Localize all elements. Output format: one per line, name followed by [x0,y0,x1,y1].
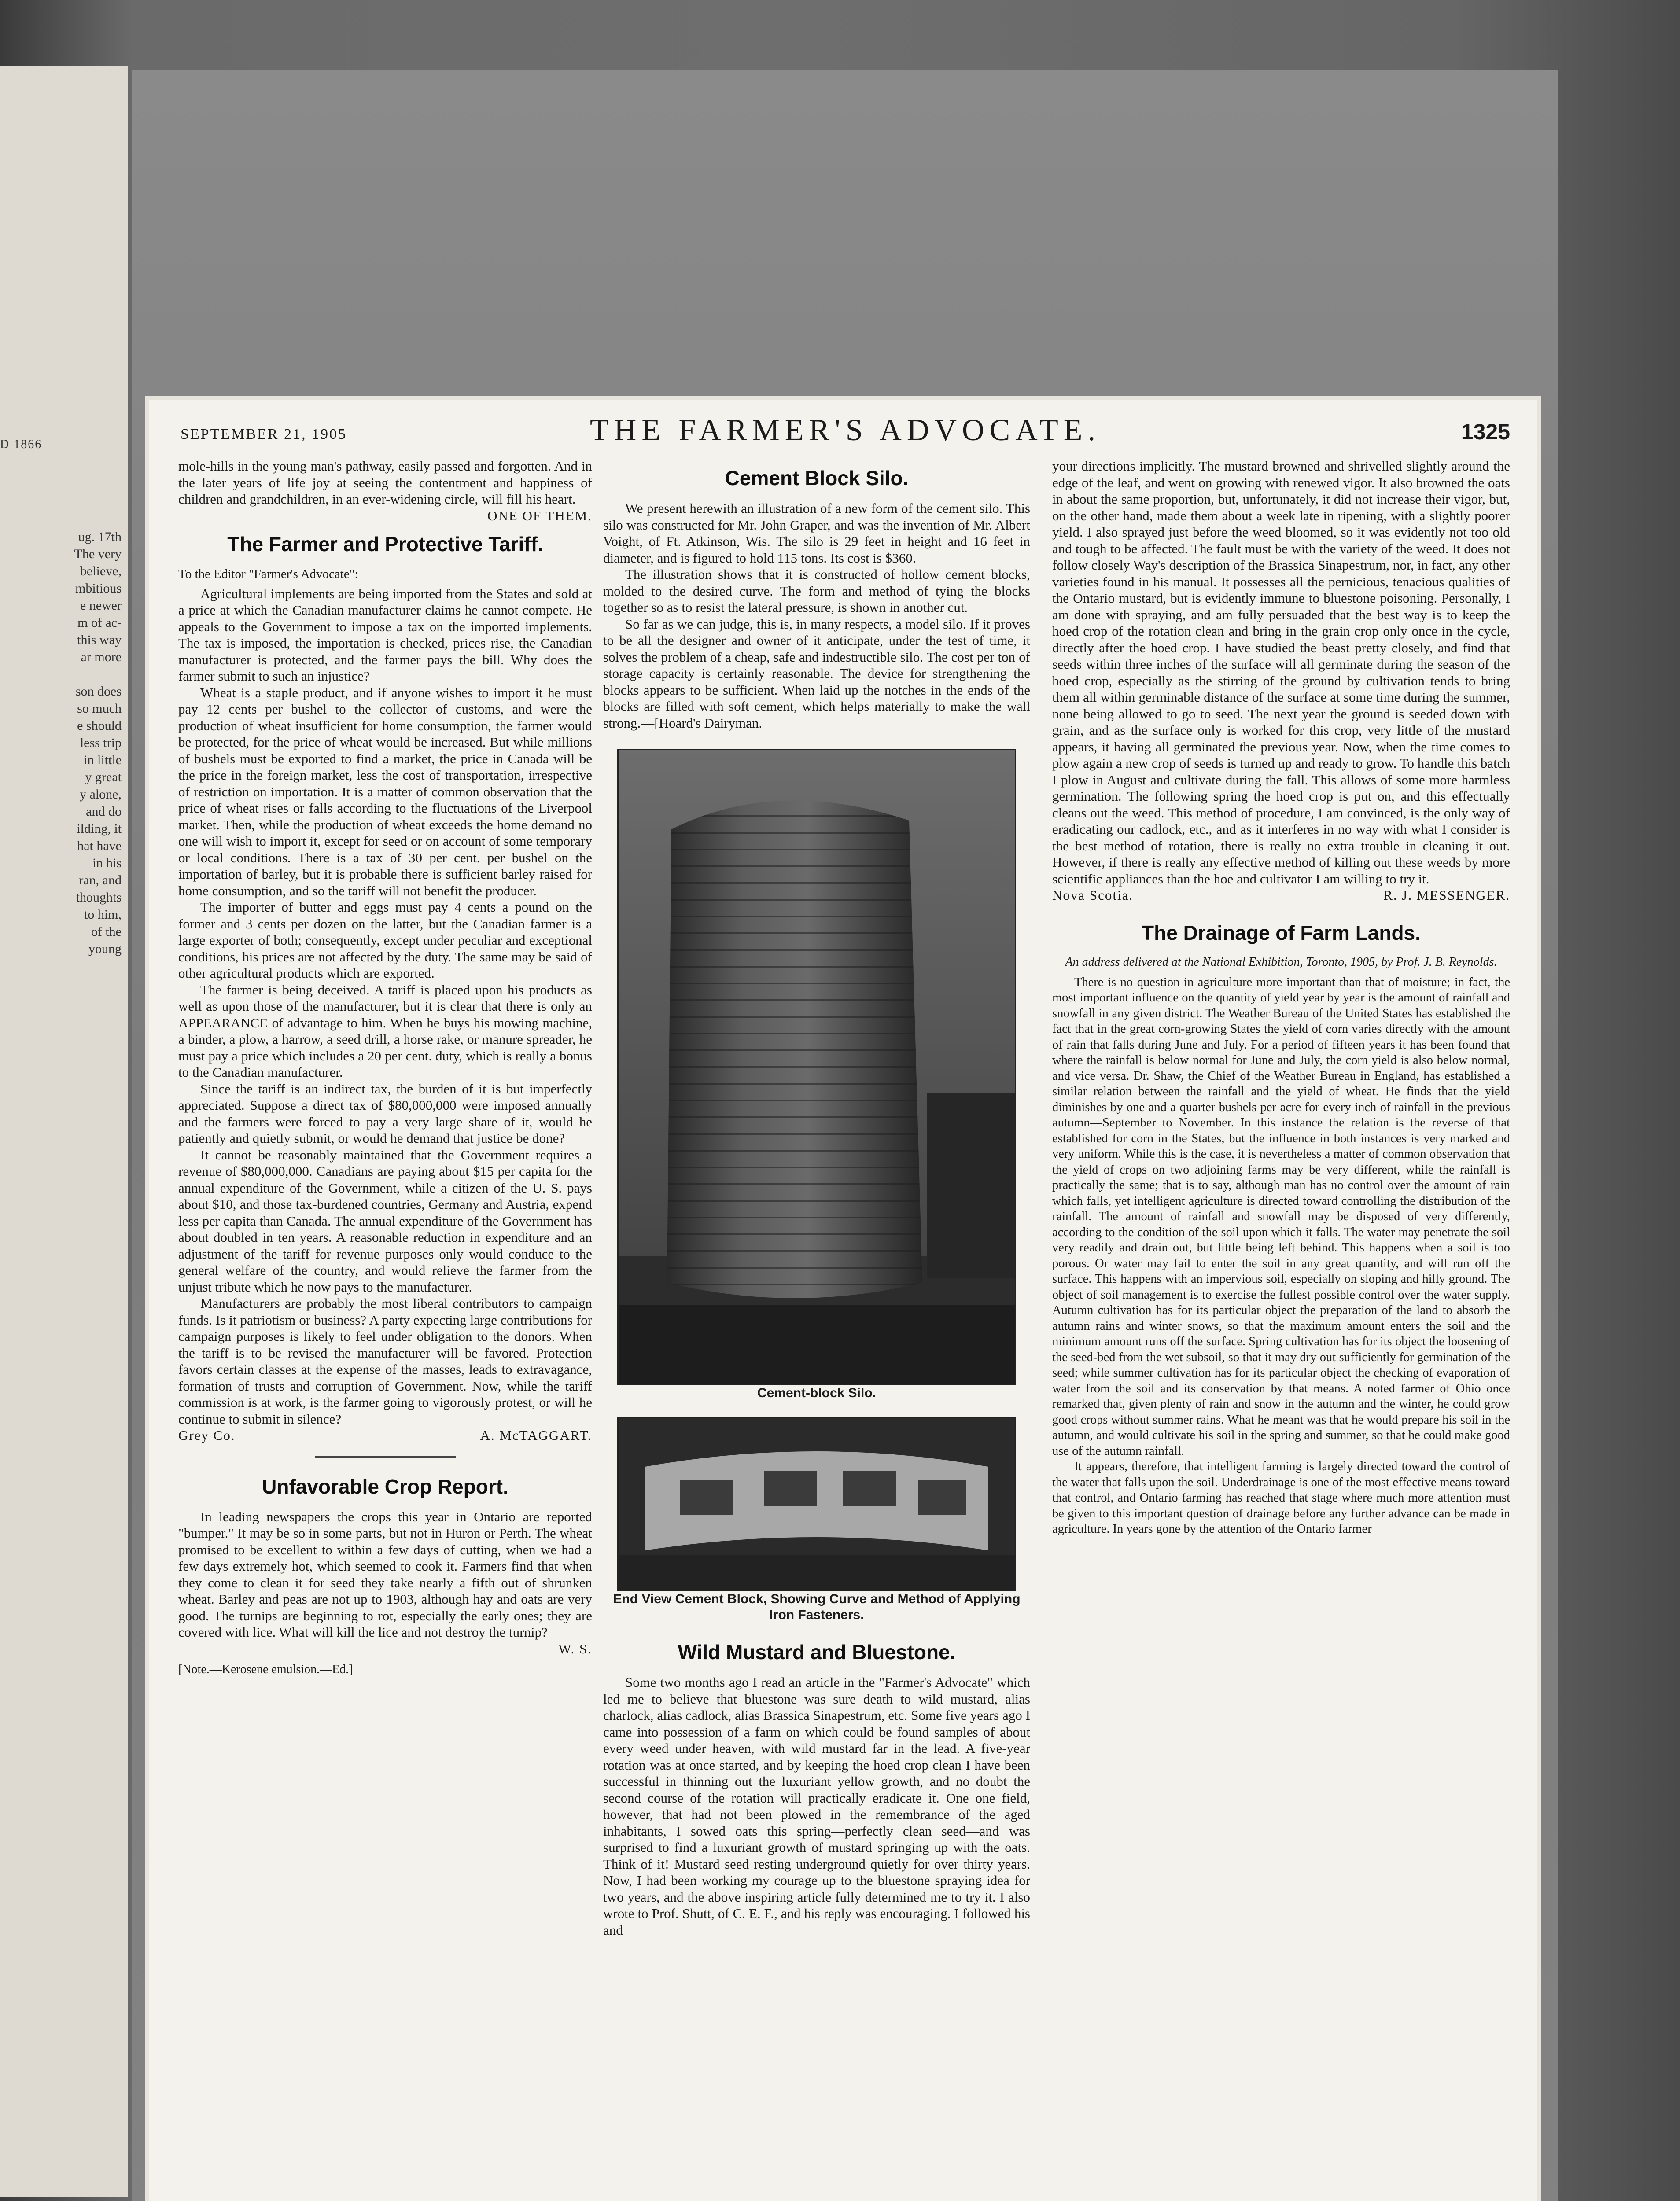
mustard-signature [1052,887,1510,904]
previous-page-edge [0,66,128,2197]
article-title-crop: Unfavorable Crop Report. [262,1475,508,1498]
mustard-continuation: your directions implicitly. The mustard browned and shrivelled slightly around the edge of the leaf, and went on growing with renewed vigor. It also browned the oats in about the same proportion, but, unfortunately, it did not increase their vigor, but, on the other hand, made them about a week late in ripening, with a slightly poorer yield. I also sprayed just before the weed bloomed, so it was evidently not too old and tough to be affected. The fault must be with the variety of the weed. It does not follow closely Way's description of the Brassica Sinapestrum, nor, in fact, any other varieties found in his manual. It possesses all the pernicious, tenacious qualities of the Ontario mustard, but is evidently immune to bluestone poisoning. Personally, I am done with spraying, and am fully persuaded that the best way is to keep the hoed crop of the rotation clean and bring in the grain crop only once in the cycle, directly after the hoed crop. I have studied the beast pretty closely, and find that seeds within three inches of the surface will all germinate during the season of the hoed crop, especially as the stirring of the ground by cultivation tends to bring them all within germinable distance of the surface at some time during the summer, none being allowed to go to seed. The next year the ground is seeded down with grain, and as the surface only is worked for this crop, very little of the mustard appears, it having all germinated the previous year. Now, when the time comes to plow again a new crop of seeds is turned up and ready to grow. To handle this batch I plow in August and cultivate during the fall. This allows of some more harmless germination. The following spring the hoed crop is put on, and this effectually cleans out the weed. This method of procedure, I am convinced, is the only way of eradicating our cadlock, etc., and as it interferes in no way with what I consider is the best method of rotation, there is really no extra trouble in cleaning it out. However, if there is really any effective method of killing out these weeds by more scientific appliances than the hoe and cultivator I am willing to try it. [1052,458,1510,887]
middle-column [603,458,1030,2192]
block-photo-caption: End View Cement Block, Showing Curve and Method of Applying Iron Fasteners. [613,1592,1021,1622]
mustard-paragraph: Some two months ago I read an article in the "Farmer's Advocate" which led me to believe that bluestone was sure death to wild mustard, alias charlock, alias cadlock, alias Brassica Sinapestrum, etc. Some five years ago I came into possession of a farm on which could be found samples of about every weed under heaven, with wild mustard far in the lead. A five-year rotation was at once started, and by keeping the hoed crop clean I have been successful in thinning out the luxuriant yellow growth, and no doubt the second course of the rotation will practically eradicate it. One one field, however, that had not been plowed in the remembrance of the aged inhabitants, I sowed oats this spring—perfectly clean seed—and was surprised to find a luxuriant growth of mustard springing up with the oats. Think of it! Mustard seed resting underground quietly for over thirty years. Now, I had been working my courage up to the bluestone spraying idea for two years, and the above inspiring article fully determined me to try it. I also wrote to Prof. Shutt, of C. E. F., and his reply was encouraging. I followed his and [603,1675,1030,1938]
right-column [1052,458,1510,2192]
tariff-paragraph: The farmer is being deceived. A tariff is placed upon his products as well as upon those of the manufacturer, but it is clear that there is only an APPEARANCE of advantage to him. When he buys his mowing machine, a binder, a plow, a harrow, a seed drill, a horse rake, or manure spreader, he must pay a price which includes a 20 per cent. duty, which is really a bonus to the Canadian manufacturer. [178,982,592,1080]
intro-paragraph: mole-hills in the young man's pathway, easily passed and forgotten. And in the later years of life joy at seeing the contentment and happiness of children and grandchildren, in an ever-widening circle, will fill his heart. [178,458,592,507]
article-title-tariff: The Farmer and Protective Tariff. [227,533,543,556]
article-title-mustard: Wild Mustard and Bluestone. [678,1641,956,1664]
crop-paragraph: In leading newspapers the crops this year in Ontario are reported "bumper." It may be so in some parts, but not in Huron or Perth. The wheat promised to be excellent to within a few days of cutting, when we had a few days extremely hot, which seemed to cook it. Farmers find that when they come to clean it for seed they take nearly a fifth out of shrunken wheat. Barley and peas are not up to 1903, although hay and oats are very good. The turnips are beginning to rot, especially the early ones; they are covered with lice. What will kill the lice and not destroy the turnip? [178,1509,592,1640]
tariff-paragraph: Since the tariff is an indirect tax, the burden of it is but imperfectly appreciated. Suppose a direct tax of $80,000,000 were imposed annually and the farmers were forced to pay a very large share of it, would he patiently and quietly submit, or would he demand that justice be done? [178,1081,592,1146]
silo-paragraph: The illustration shows that it is constructed of hollow cement blocks, molded to the desired curve. The form and method of tying the blocks together so as to resist the lateral pressure, is shown in another cut. [603,567,1030,615]
masthead-title: THE FARMER'S ADVOCATE. [589,413,1101,447]
drainage-body [1052,975,1510,1537]
silo-paragraph: We present herewith an illustration of a new form of the cement silo. This silo was constructed for Mr. John Graper, and was the invention of Mr. Albert Voight, of Ft. Atkinson, Wis. The silo is 29 feet in height and 16 feet in diameter, and is figured to hold 115 tons. Its cost is $360. [603,501,1030,566]
tariff-paragraph: Manufacturers are probably the most liberal contributors to campaign funds. Is it patriotism or business? A party expecting large contributions for campaign purposes is likely to feel under obligation to the donors. When the tariff is to be revised the manufacturer will be favored. Protection favors certain classes at the expense of the masses, leads to extravagance, formation of trusts and corruption of Government. Now, while the tariff commission is at work, is the farmer going to vigorously protest, or will he continue to submit in silence? [178,1296,592,1427]
tariff-paragraph: Agricultural implements are being imported from the States and sold at a price at which the Canadian manufacturer claims he cannot compete. He appeals to the Government to impose a tax on the imported implements. The tax is imposed, the importation is checked, prices rise, the Canadian manufacturer is protected, and the farmer pays the bill. Why does the farmer submit to such an injustice? [178,585,592,684]
signature-name: A. McTAGGART. [480,1428,592,1443]
silo-photograph [617,749,1016,1385]
tariff-paragraph: It cannot be reasonably maintained that the Government requires a revenue of $80,000,000. Canadians are paying about $15 per capita for the annual expenditure of the Government, while a citizen of the U. S. pays about $10, and those tax-burdened countries, Germany and Austria, expend less per capita than Canada. The annual expenditure of the Government has about doubled in ten years. A reasonable reduction in expenditure and an adjustment of the tariff for revenue purposes only would conduce to the general welfare of the country, and would relieve the farmer from the unjust tribute which he now pays to the manufacturer. [178,1147,592,1295]
left-column [178,458,592,2192]
intro-signature: ONE OF THEM. [487,508,592,523]
signature-place: Grey Co. [178,1428,236,1443]
silo-illustration [619,750,1015,1384]
previous-page-header: D 1866 [0,438,42,451]
tariff-signature [178,1427,592,1444]
article-title-silo: Cement Block Silo. [725,467,909,490]
cement-block-illustration [619,1418,1015,1590]
drainage-subhead: An address delivered at the National Exhibition, Toronto, 1905, by Prof. J. B. Reynolds. [1065,955,1497,969]
newspaper-page [145,396,1541,2201]
cement-block-photograph [617,1417,1016,1591]
page-number: 1325 [1461,420,1510,444]
signature-name: R. J. MESSENGER. [1383,887,1510,903]
silo-paragraph: So far as we can judge, this is, in many respects, a model silo. If it proves to be all the designer and owner of it anticipate, under the test of time, it solves the problem of a cheap, safe and indestructible silo. The cost per ton of storage capacity is certainly reasonable. The device for strengthening the blocks appears to be sufficient. When laid up the notches in the ends of the blocks are filled with soft cement, which helps materially to make the wall strong.—[Hoard's Dairyman. [603,616,1030,731]
section-divider [315,1456,456,1458]
tariff-paragraph: The importer of butter and eggs must pay 4 cents a pound on the former and 3 cents per dozen on the latter, but the Canadian farmer is a large exporter of both; consequently, except under peculiar and exceptional conditions, his prices are not affected by the duty. The same may be said of other agricultural products which are exported. [178,899,592,981]
previous-page-text: ug. 17th The very believe, mbitious e newer m of ac- this way ar more son does so much e should less trip in little y great y alone, and do ilding, it hat have in his ran, and thoughts to him, of the young [74,530,122,956]
drainage-paragraph: It appears, therefore, that intelligent farming is largely directed toward the control of the water that falls upon the soil. Underdrainage is one of the most effective means toward that control, and Ontario farming has reached that stage where much more attention must be given to this important question of drainage before any further advance can be made in agriculture. In years gone by the attention of the Ontario farmer [1052,1460,1510,1536]
editor-note: [Note.—Kerosene emulsion.—Ed.] [178,1663,353,1676]
drainage-paragraph: There is no question in agriculture more important than that of moisture; in fact, the most important influence on the quantity of yield year by year is the amount of rainfall and snowfall in any given district. The Weather Bureau of the United States has established the fact that in the great corn-growing States the yield of corn varies directly with the amount of rain that falls during June and July. For a period of fifteen years it has been found that where the rainfall is below normal for June and July, the corn yield is also below normal, and vice versa. Dr. Shaw, the Chief of the Weather Bureau in England, has established a similar relation between the rainfall and the yield of wheat. He finds that the yield diminishes by one and a quarter bushels per acre for every inch of rainfall in the previous autumn—September to November. In this instance the relation is the reverse of that established for corn in the States, but the influence in both instances is very marked and very uniform. While this is the case, it is nevertheless a matter of common observation that the yield of crops on two adjoining farms may be very different, while the rainfall is practically the same; that is to say, although man has no control over the amount of rain which falls, yet intelligent agriculture is directed toward controlling the distribution of the rainfall. The amount of rainfall and snowfall may be disposed of very differently, according to the condition of the soil upon which it falls. The water may penetrate the soil very readily and drain out, but little being left behind. This happens when a soil is too porous. Or water may fail to enter the soil in any great quantity, and will run off the surface. This happens with an impervious soil, especially on sloping and hilly ground. The object of soil management is to exercise the fullest possible control over the water supply. Autumn cultivation has for its particular object the preparation of the land to absorb the autumn rains and winter snows, so that the maximum amount enters the soil and the minimum amount runs off the surface. Spring cultivation has for its object the loosening of the seed-bed from the wet subsoil, so that it may dry out sufficiently for germination of the seed; while summer cultivation has for its particular object the checking of evaporation of water from the soil and its conservation by that means. A noted farmer of Ohio once remarked that, given plenty of rain and snow in the autumn and the winter, he could grow good crops without summer rains. What he meant was that he would prepare his soil in the autumn, and would cultivate his soil in the spring and summer, so that he could make good use of the autumn rainfall. [1052,975,1510,1458]
crop-signature: W. S. [558,1641,592,1656]
page-header [181,413,1510,453]
signature-place: Nova Scotia. [1052,887,1134,903]
tariff-paragraph: Wheat is a staple product, and if anyone wishes to import it he must pay 12 cents per bushel to the collector of customs, and were the production of wheat insufficient for home consumption, the farmer would be protected, for the price of wheat would be increased. But while millions of bushels must be exported to find a market, the price in Canada will be the price in the foreign market, less the cost of transportation, irrespective of restriction on importation. It is a matter of common observation that the price of wheat rises or falls according to the fluctuations of the Liverpool market. Then, while the production of wheat exceeds the home demand no one will wish to import it, except for seed or on account of some temporary or local conditions. There is a tax of 30 per cent. per bushel on the importation of barley, but it is probable there is sufficient barley raised for home consumption, and so the tariff will not benefit the producer. [178,685,592,898]
silo-photo-caption: Cement-block Silo. [757,1386,877,1400]
article-title-drainage: The Drainage of Farm Lands. [1142,921,1421,944]
salutation: To the Editor "Farmer's Advocate": [178,567,358,581]
issue-date: SEPTEMBER 21, 1905 [181,426,347,442]
